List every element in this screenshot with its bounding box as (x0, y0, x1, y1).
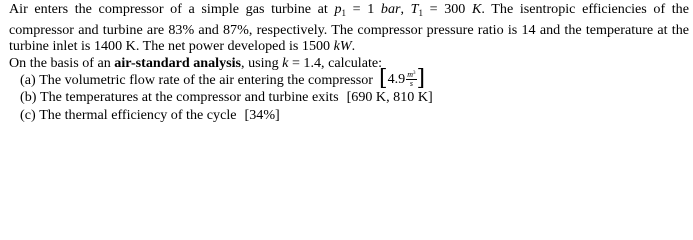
part-text: The volumetric flow rate of the air entering the compressor (39, 71, 374, 88)
text-segment: On the basis of an (9, 54, 115, 71)
unit-num-base: m (407, 70, 414, 80)
p1-value: = 1 (345, 1, 381, 17)
right-bracket: ] (416, 66, 426, 92)
part-text: The temperatures at the compressor and turbine exits (39, 89, 339, 106)
answer-unit-fraction (406, 70, 416, 88)
p1-subscript: 1 (341, 8, 346, 18)
part-label: (a) (20, 71, 36, 88)
unit-denominator: s (409, 79, 413, 89)
bold-term: air-standard analysis (114, 54, 242, 71)
question-part-b (20, 89, 689, 106)
question-part-c (20, 107, 689, 124)
part-label: (b) (20, 89, 37, 106)
t1-symbol: T (410, 1, 419, 17)
p1-symbol: p (334, 1, 342, 17)
t1-subscript: 1 (418, 8, 423, 18)
text-segment: Air enters the compressor of a simple gas turbine at (9, 1, 335, 17)
k-symbol: k (282, 54, 289, 71)
text-segment: , using (241, 54, 283, 71)
question-part-a (20, 66, 689, 92)
t1-unit: K (472, 1, 482, 17)
text-segment: = 1.4, calculate: (288, 54, 383, 71)
power-unit: kW (333, 38, 352, 55)
answer-c: [34%] (244, 106, 280, 123)
part-text: The thermal efficiency of the cycle (39, 106, 237, 123)
t1-value: = 300 (423, 1, 472, 17)
unit-num-exp: 3 (413, 71, 416, 77)
answer-value: 4.9 (387, 70, 406, 87)
problem-statement (9, 1, 689, 124)
problem-paragraph (9, 1, 689, 71)
text-segment: . (351, 38, 356, 55)
part-label: (c) (20, 106, 36, 123)
question-parts (9, 66, 689, 124)
answer-b: [690 K, 810 K] (346, 89, 433, 106)
answer-a (379, 66, 426, 92)
text-segment: . The isentropic efficiencies of the compressor and turbine are 83% and 87%, respectively. The compressor pressure ratio is 14 and the temperature at the turbine inlet is 1400 K. The net power developed is 1500 (9, 1, 689, 55)
p1-unit: bar (380, 1, 401, 17)
left-bracket: [ (379, 66, 388, 92)
separator: , (400, 1, 411, 17)
